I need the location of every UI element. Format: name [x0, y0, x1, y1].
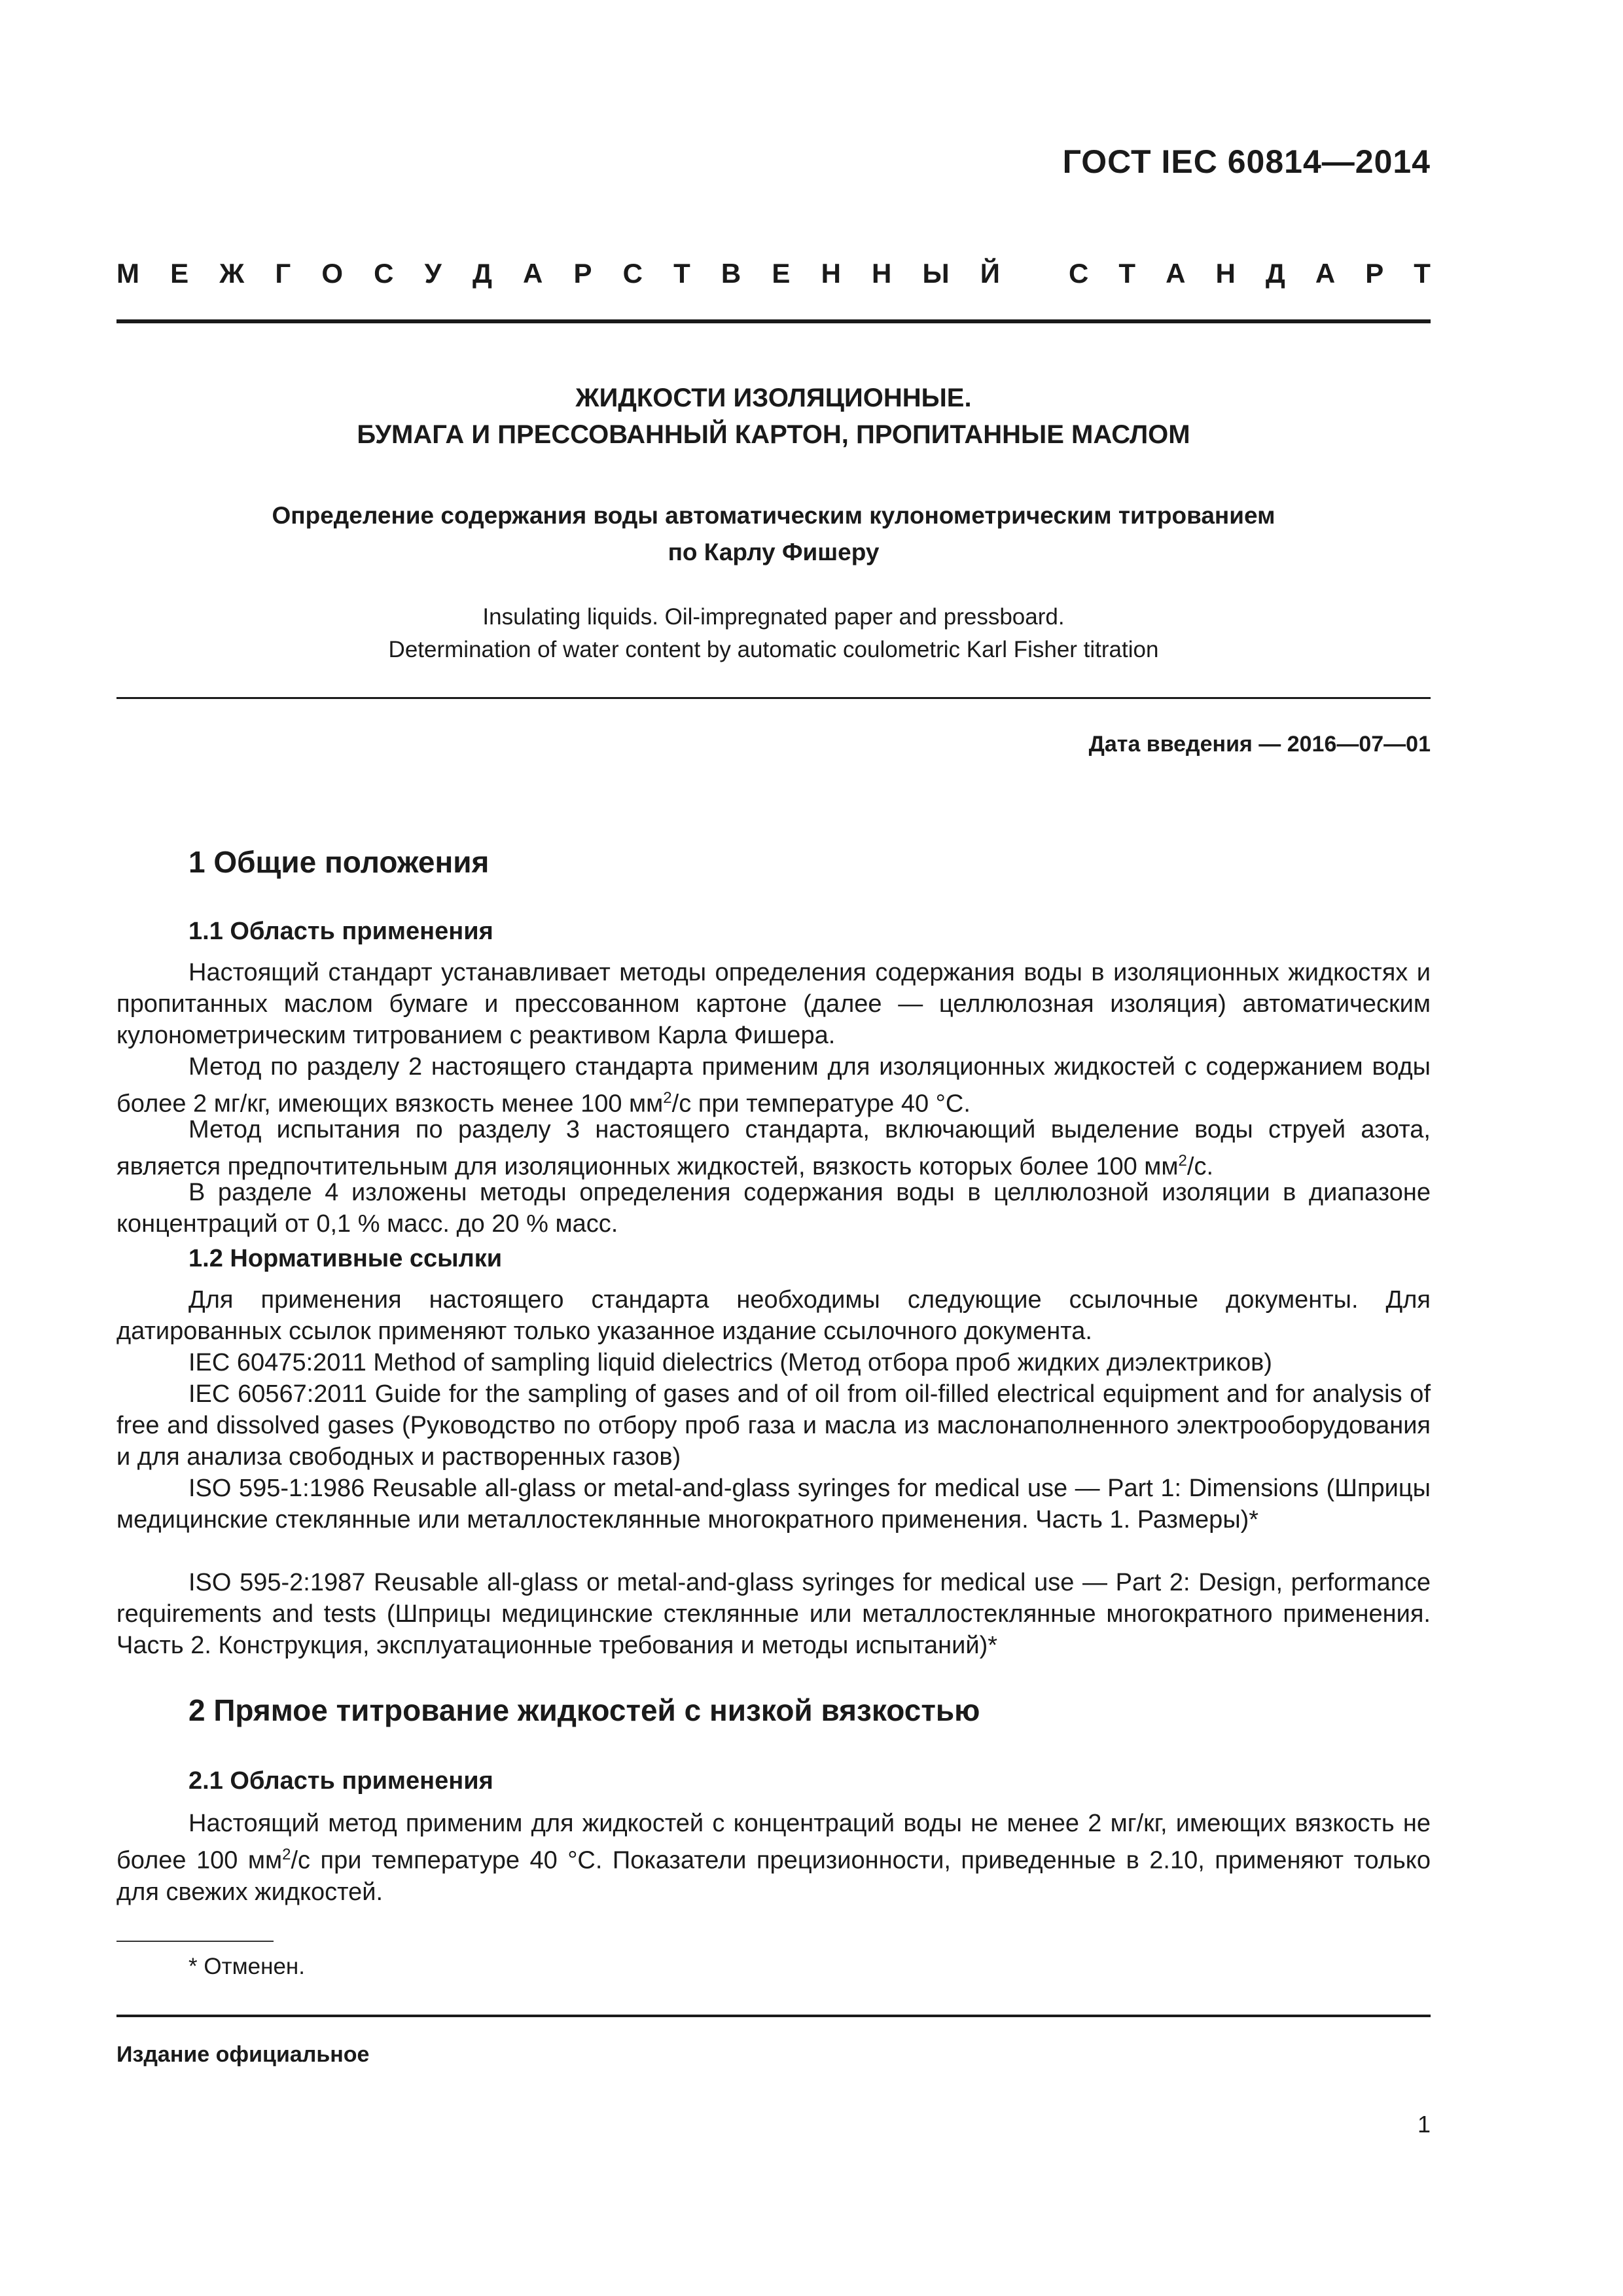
standard-kind-letter: В: [721, 258, 741, 289]
paragraph-1-1-a: Настоящий стандарт устанавливает методы определения содержания воды в изоляционных жидкостях и пропитанных маслом бумаге и прессованном картоне (далее — целлюлозная изоляция) автоматическим кулонометрическим титрованием с реактивом Карла Фишера.: [116, 959, 1431, 1049]
standard-kind-word-1: [116, 258, 1000, 297]
paragraph-1-1-b: [116, 1051, 1431, 1120]
document-number: ГОСТ IEC 60814—2014: [1062, 143, 1431, 180]
standard-kind-word-2: [1069, 258, 1431, 297]
standard-kind-letter: Н: [821, 258, 841, 289]
subsection-1-1-heading: 1.1 Область применения: [188, 918, 493, 945]
standard-kind-letter: Т: [1414, 258, 1431, 289]
paragraph-text: /с.: [1186, 1153, 1214, 1181]
paragraph-text: /с при температуре 40 °С. Показатели прецизионности, приведенные в 2.10, применяют только для свежих жидкостей.: [116, 1846, 1431, 1906]
document-subtitle: [116, 497, 1431, 571]
standard-kind-heading: [116, 258, 1431, 297]
standard-kind-letter: А: [1166, 258, 1186, 289]
standard-kind-letter: Ы: [922, 258, 950, 289]
standard-kind-letter: А: [523, 258, 543, 289]
paragraph-1-1-d: В разделе 4 изложены методы определения содержания воды в целлюлозной изоляции в диапазоне концентраций от 0,1 % масс. до 20 % масс.: [116, 1179, 1431, 1238]
subtitle-line-1: Определение содержания воды автоматическим кулонометрическим титрованием: [272, 502, 1275, 529]
paragraph-2-1-a: [116, 1808, 1431, 1908]
english-title: [116, 601, 1431, 666]
standard-kind-letter: С: [1069, 258, 1089, 289]
reference-iec-60567: IEC 60567:2011 Guide for the sampling of gases and of oil from oil-filled electrical equipment and for analysis of free and dissolved gases (Руководство по отбору проб газа и масла из маслонаполненного электрооборудования и для анализа свободных и растворенных газов): [116, 1380, 1431, 1471]
paragraph-text: Метод по разделу 2 настоящего стандарта применим для изоляционных жидкостей с содержанием воды более 2 мг/кг, имеющих вязкость менее 100 мм: [116, 1053, 1431, 1118]
paragraph-text: Настоящий метод применим для жидкостей с концентраций воды не менее 2 мг/кг, имеющих вязкость не более 100 мм: [116, 1810, 1431, 1874]
title-line-2: БУМАГА И ПРЕССОВАННЫЙ КАРТОН, ПРОПИТАННЫЕ МАСЛОМ: [357, 420, 1190, 449]
standard-kind-letter: Р: [1365, 258, 1384, 289]
footer-rule: [116, 2015, 1431, 2017]
section-2-heading: 2 Прямое титрование жидкостей с низкой вязкостью: [188, 1693, 980, 1727]
header-rule: [116, 319, 1431, 323]
standard-kind-letter: Н: [1215, 258, 1236, 289]
paragraph-1-2-a: Для применения настоящего стандарта необходимы следующие ссылочные документы. Для датированных ссылок применяют только указанное издание ссылочного документа.: [116, 1286, 1431, 1345]
standard-kind-letter: Ж: [219, 258, 245, 289]
standard-kind-letter: А: [1315, 258, 1336, 289]
standard-kind-letter: Р: [573, 258, 592, 289]
english-title-line-1: Insulating liquids. Oil-impregnated paper and pressboard.: [482, 604, 1065, 630]
document-title: [116, 380, 1431, 453]
reference-iso-595-1: ISO 595-1:1986 Reusable all-glass or metal-and-glass syringes for medical use — Part 1: Dimensions (Шприцы медицинские стеклянные или металлостеклянные многократного применения. Часть 1. Размеры)*: [116, 1475, 1431, 1534]
title-line-1: ЖИДКОСТИ ИЗОЛЯЦИОННЫЕ.: [575, 384, 972, 412]
standard-kind-letter: М: [116, 258, 139, 289]
reference-iec-60475: IEC 60475:2011 Method of sampling liquid dielectrics (Метод отбора проб жидких диэлектриков): [188, 1349, 1272, 1376]
standard-kind-letter: У: [424, 258, 442, 289]
superscript: 2: [1178, 1152, 1187, 1170]
subsection-1-2-heading: 1.2 Нормативные ссылки: [188, 1245, 503, 1272]
page-number: 1: [1417, 2111, 1431, 2138]
superscript: 2: [663, 1089, 672, 1107]
superscript: 2: [282, 1846, 291, 1863]
paragraph-text: /с при температуре 40 °С.: [671, 1090, 971, 1118]
standard-kind-letter: Н: [872, 258, 892, 289]
standard-kind-letter: Т: [1118, 258, 1136, 289]
standard-kind-letter: Т: [673, 258, 690, 289]
standard-kind-letter: Д: [1265, 258, 1285, 289]
standard-kind-letter: Е: [772, 258, 791, 289]
standard-kind-letter: Й: [980, 258, 1000, 289]
standard-kind-letter: Е: [170, 258, 189, 289]
paragraph-1-1-c: [116, 1114, 1431, 1183]
reference-iso-595-2: ISO 595-2:1987 Reusable all-glass or metal-and-glass syringes for medical use — Part 2: Design, performance requirements and tests (Шприцы медицинские стеклянные или металлостеклянные многократного применения. Часть 2. Конструкция, эксплуатационные требования и методы испытаний)*: [116, 1569, 1431, 1659]
english-title-line-2: Determination of water content by automatic coulometric Karl Fisher titration: [388, 637, 1159, 662]
standard-kind-letter: Д: [472, 258, 492, 289]
footnote-rule: [116, 1941, 274, 1942]
section-1-heading: 1 Общие положения: [188, 845, 490, 879]
subtitle-line-2: по Карлу Фишеру: [668, 539, 880, 565]
footnote: * Отменен.: [188, 1954, 305, 1979]
standard-kind-letter: Г: [275, 258, 291, 289]
standard-kind-letter: О: [321, 258, 344, 289]
paragraph-text: Метод испытания по разделу 3 настоящего стандарта, включающий выделение воды струей азота, является предпочтительным для изоляционных жидкостей, вязкость которых более 100 мм: [116, 1116, 1431, 1181]
title-rule: [116, 697, 1431, 699]
edition-label: Издание официальное: [116, 2042, 370, 2067]
subsection-2-1-heading: 2.1 Область применения: [188, 1767, 493, 1795]
introduction-date: Дата введения — 2016—07—01: [1088, 732, 1431, 757]
standard-kind-letter: С: [622, 258, 643, 289]
standard-kind-letter: С: [374, 258, 394, 289]
